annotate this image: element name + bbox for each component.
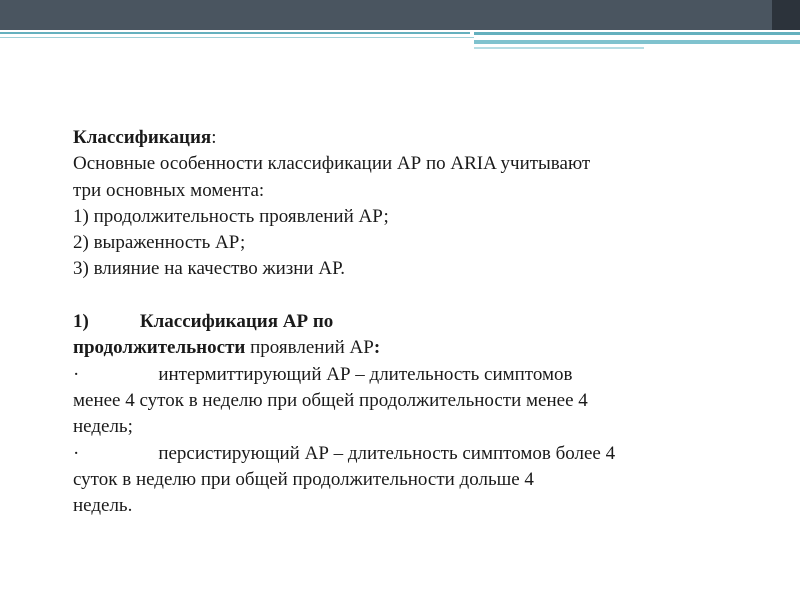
bullet-continuation: менее 4 суток в неделю при общей продолжительности менее 4: [73, 389, 588, 411]
intro-line: Основные особенности классификации АР по ARIA учитывают: [73, 153, 591, 175]
section-title-colon: :: [373, 337, 381, 359]
section-title-rest: проявлений АР: [245, 337, 374, 359]
slide-heading: [73, 125, 763, 151]
blank-line: [73, 283, 763, 309]
bullet-continuation: суток в неделю при общей продолжительности дольше 4: [73, 468, 534, 490]
slide-body: [73, 125, 763, 519]
bullet-continuation: недель;: [73, 416, 133, 438]
intro-item: 3) влияние на качество жизни АР.: [73, 258, 346, 280]
section-number: 1): [73, 311, 89, 333]
top-bar-corner: [772, 0, 800, 30]
bullet-continuation: недель.: [73, 495, 133, 517]
accent-stripe: [474, 32, 800, 35]
bullet-item: [73, 441, 763, 467]
section-title-line2: [73, 335, 763, 361]
top-bar: [0, 0, 800, 30]
heading-bold: Классификация: [73, 127, 212, 148]
bullet-text: персистирующий АР – длительность симптомов более 4: [158, 442, 616, 464]
bullet-marker: ·: [73, 442, 80, 464]
intro-line: три основных момента:: [73, 179, 265, 201]
section-title-bold: продолжительности: [73, 337, 246, 359]
accent-stripe: [474, 47, 644, 49]
accent-stripe: [0, 32, 470, 34]
bullet-marker: ·: [73, 363, 80, 385]
bullet-item: [73, 362, 763, 388]
section-title-text: Классификация АР по: [139, 311, 334, 333]
section-title: [73, 309, 763, 335]
intro-item: 2) выраженность АР;: [73, 232, 246, 254]
accent-stripe: [0, 37, 474, 38]
accent-stripe: [474, 40, 800, 44]
bullet-text: интермиттирующий АР – длительность симптомов: [158, 363, 573, 385]
heading-colon: :: [211, 127, 217, 148]
intro-item: 1) продолжительность проявлений АР;: [73, 205, 389, 227]
